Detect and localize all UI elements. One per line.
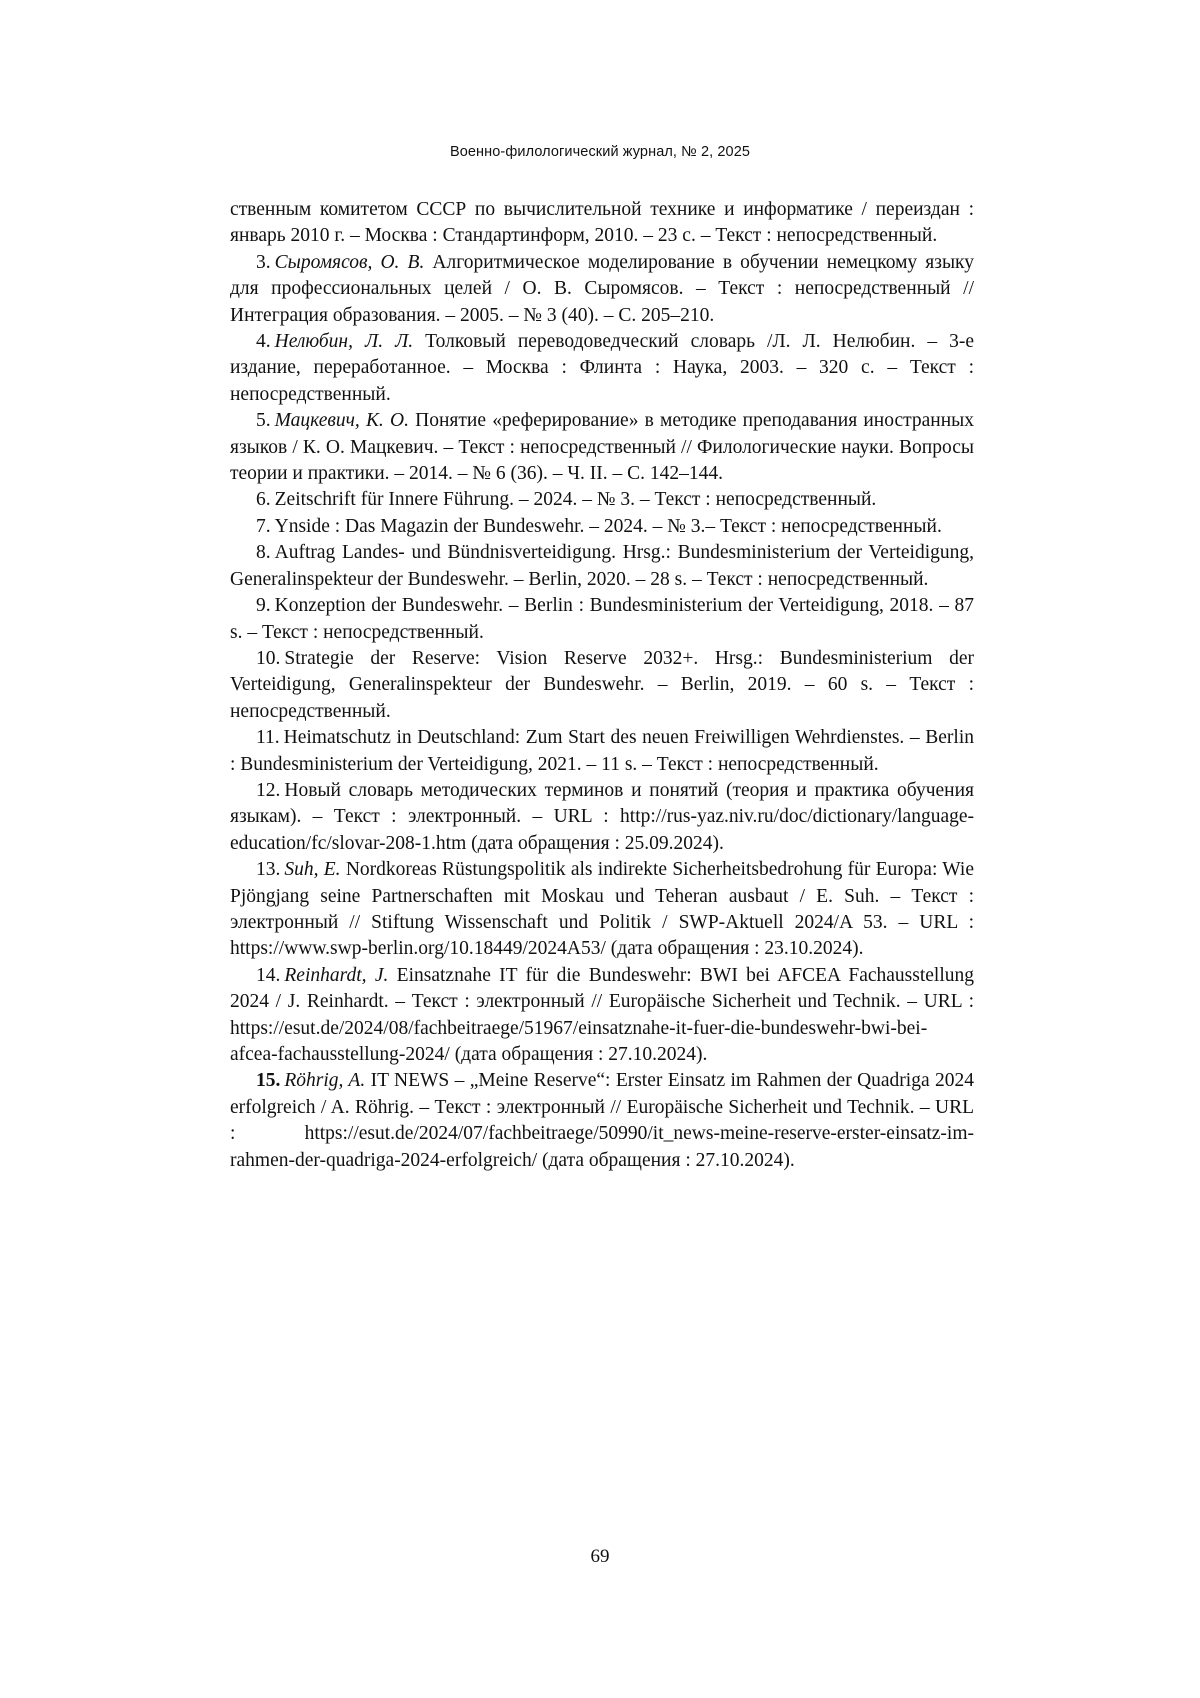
reference-item-9 [230, 593, 974, 646]
reference-item-4 [230, 329, 974, 408]
reference-number: 3. [256, 251, 271, 273]
reference-text: Толковый переводоведческий словарь /Л. Л. Нелюбин. – 3-е издание, переработанное. – Москва : Флинта : Наука, 2003. – 320 с. – Текст : непосредственный. [230, 331, 974, 405]
reference-text: Heimatschutz in Deutschland: Zum Start des neuen Freiwilligen Wehrdienstes. – Berlin : Bundesministerium der Verteidigung, 2021. – 11 s. – Текст : непосредственный. [230, 727, 974, 775]
reference-text: Понятие «реферирование» в методике преподавания иностранных языков / К. О. Мацкевич. – Текст : непосредственный // Филологические науки. Вопросы теории и практики. – 2014. – № 6 (36). – Ч. II. – С. 142–144. [230, 410, 975, 485]
reference-item-8 [230, 540, 974, 593]
reference-text: Zeitschrift für Innere Führung. – 2024. – № 3. – Текст : непосредственный. [274, 489, 877, 511]
reference-text: Nordkoreas Rüstungspolitik als indirekte Sicherheitsbedrohung für Europa: Wie Pjöngjang seine Partnerschaften mit Moskau und Teheran ausbaut / E. Suh. – Текст : электронный // Stiftung Wissenschaft und Politik / SWP-Aktuell 2024/A 53. – URL : https://www.swp-berlin.org/10.18449/2024A53/ (дата обращения : 23.10.2024). [230, 859, 974, 960]
reference-text: Новый словарь методических терминов и понятий (теория и практика обучения языкам). – Текст : электронный. – URL : http://rus-yaz.niv.ru/doc/dictionary/language-education/fc/slovar-208-1.htm (дата обращения : 25.09.2024). [230, 779, 974, 854]
reference-item-14 [230, 963, 974, 1069]
reference-author: Suh, E. [284, 859, 341, 881]
reference-item-11 [230, 725, 974, 778]
reference-text: Auftrag Landes- und Bündnisverteidigung. Hrsg.: Bundesministerium der Verteidigung, Generalinspekteur der Bundeswehr. – Berlin, 2020. – 28 s. – Текст : непосредственный. [230, 542, 974, 590]
reference-number: 15. [256, 1070, 281, 1092]
reference-author: Röhrig, A. [284, 1070, 366, 1092]
reference-item-3 [230, 250, 974, 329]
reference-number: 9. [256, 595, 271, 617]
reference-text: IT NEWS – „Meine Reserve“: Erster Einsatz im Rahmen der Quadriga 2024 erfolgreich / A. Röhrig. – Текст : электронный // Europäische Sicherheit und Technik. – URL : https://esut.de/2024/07/fachbeitraege/50990/it_news-meine-reserve-erster-einsatz-im-rahmen-der-quadriga-2024-erfolgreich/ (дата обращения : 27.10.2024). [230, 1070, 974, 1171]
reference-number: 14. [256, 964, 281, 986]
reference-author: Сыромясов, О. В. [274, 251, 425, 273]
reference-item-7 [230, 514, 974, 540]
reference-number: 12. [256, 779, 281, 801]
reference-item-5 [230, 408, 974, 487]
reference-text: Einsatznahe IT für die Bundeswehr: BWI bei AFCEA Fachausstellung 2024 / J. Reinhardt. – Текст : электронный // Europäische Sicherheit und Technik. – URL : https://esut.de/2024/08/fachbeitraege/51967/einsatznahe-it-fuer-die-bundeswehr-bwi-bei-afcea-fachausstellung-2024/ (дата обращения : 27.10.2024). [230, 964, 974, 1065]
reference-author: Нелюбин, Л. Л. [274, 331, 414, 353]
reference-text: Strategie der Reserve: Vision Reserve 2032+. Hrsg.: Bundesministerium der Verteidigung, Generalinspekteur der Bundeswehr. – Berlin, 2019. – 60 s. – Текст : непосредственный. [230, 647, 974, 722]
reference-item-15 [230, 1068, 974, 1174]
reference-list [230, 197, 974, 1174]
reference-number: 7. [256, 515, 271, 537]
reference-text: Konzeption der Bundeswehr. – Berlin : Bundesministerium der Verteidigung, 2018. – 87 s. – Текст : непосредственный. [230, 595, 974, 643]
running-header: Военно-филологический журнал, № 2, 2025 [449, 144, 751, 160]
reference-number: 11. [256, 727, 280, 749]
page-number: 69 [590, 1546, 610, 1567]
reference-number: 4. [256, 331, 271, 353]
reference-item-10 [230, 646, 974, 725]
reference-continuation: ственным комитетом СССР по вычислительной технике и информатике / переиздан : январь 2010 г. – Москва : Стандартинформ, 2010. – 23 с. – Текст : непосредственный. [230, 199, 974, 247]
reference-number: 10. [256, 647, 281, 669]
reference-number: 8. [256, 542, 271, 564]
reference-item-13 [230, 857, 974, 963]
reference-author: Reinhardt, J. [284, 964, 389, 986]
reference-number: 6. [256, 489, 271, 511]
reference-item-6 [230, 487, 974, 513]
reference-number: 13. [256, 859, 281, 881]
reference-number: 5. [256, 410, 271, 432]
reference-text: Ynside : Das Magazin der Bundeswehr. – 2024. – № 3.– Текст : непосредственный. [274, 515, 942, 537]
reference-author: Мацкевич, К. О. [274, 410, 409, 432]
reference-item-12 [230, 778, 974, 857]
reference-text: Алгоритмическое моделирование в обучении немецкому языку для профессиональных целей / О. В. Сыромясов. – Текст : непосредственный // Интеграция образования. – 2005. – № 3 (40). – С. 205–210. [230, 251, 975, 326]
